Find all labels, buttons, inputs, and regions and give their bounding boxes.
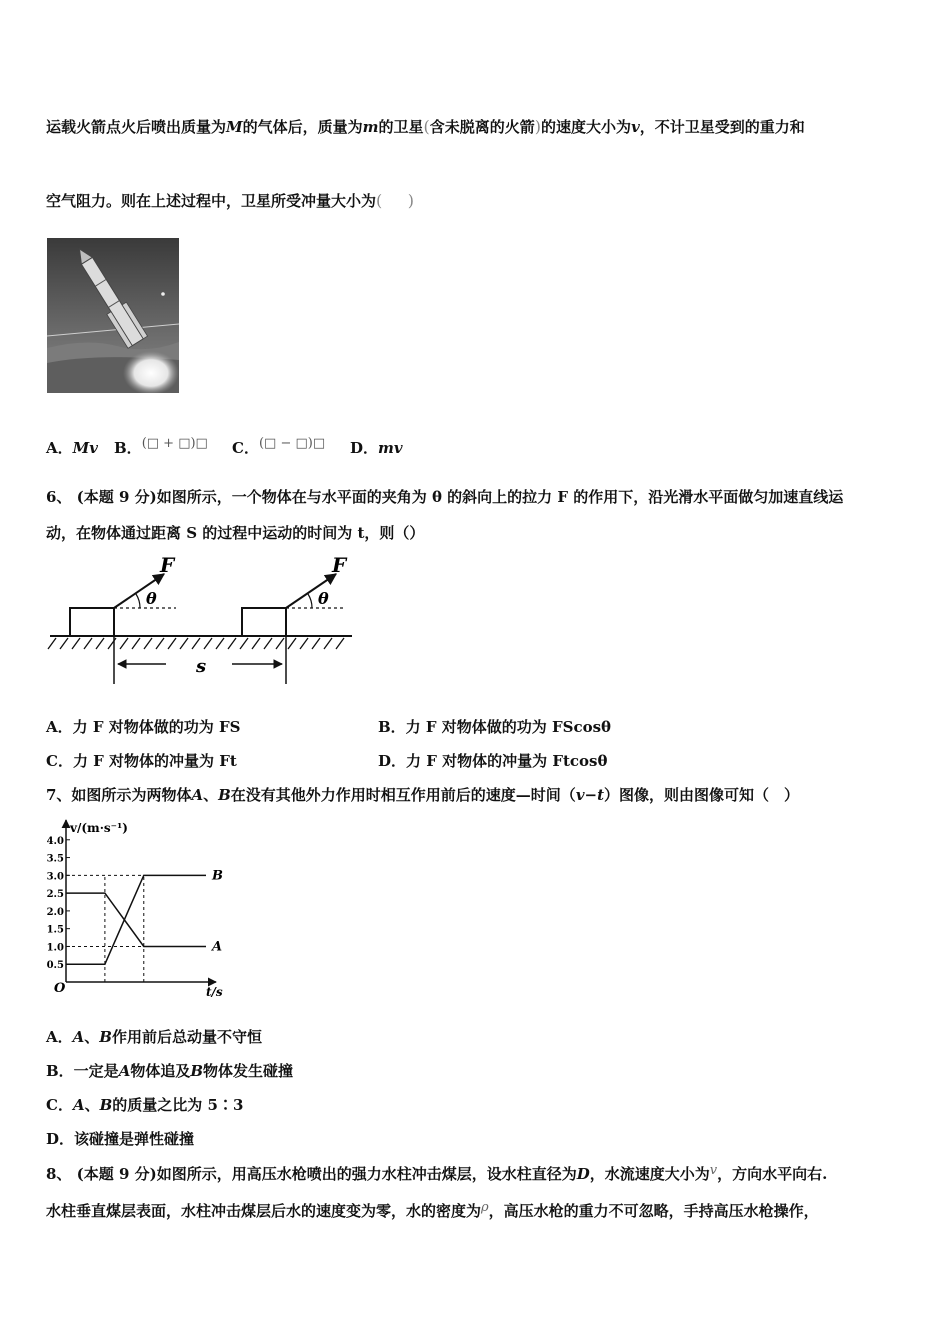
q5-option-d[interactable] xyxy=(350,437,403,458)
y-axis-label: v/(m·s⁻¹) xyxy=(70,821,128,835)
q5-text: ，不计卫星受到的重力和 xyxy=(639,118,805,136)
option-formula: (□ + □)□ xyxy=(141,436,208,451)
velocity-v: v xyxy=(631,118,640,136)
block-start xyxy=(70,608,114,636)
force-label: F xyxy=(160,553,175,577)
angle-label: θ xyxy=(146,589,157,608)
option-text: 的质量之比为 5∶3 xyxy=(112,1096,244,1114)
q7-text: 在没有其他外力作用时相互作用前后的速度—时间（ xyxy=(230,786,576,804)
paren-open: ( xyxy=(423,117,430,136)
option-label: A． xyxy=(46,439,73,457)
series-b-line xyxy=(66,875,206,964)
object-A: A xyxy=(118,1062,131,1080)
force-label: F xyxy=(332,553,347,577)
y-tick-label: 2.0 xyxy=(46,906,64,918)
distance-label: s xyxy=(196,656,207,677)
q8-text: 8、 (本题 9 分)如图所示，用高压水枪喷出的强力水柱冲击煤层，设水柱直径为 xyxy=(46,1165,577,1183)
q8-text: 水柱垂直煤层表面，水柱冲击煤层后水的速度变为零，水的密度为 xyxy=(46,1202,482,1220)
q5-text: 空气阻力。则在上述过程中，卫星所受冲量大小为 xyxy=(46,192,377,210)
series-a-line xyxy=(66,893,206,946)
object-B: B xyxy=(99,1096,113,1114)
q5-line-1 xyxy=(46,116,805,137)
q7-text: 7、如图所示为两物体 xyxy=(46,786,192,804)
ground-hatching xyxy=(48,638,344,649)
q6-line-1: 6、 (本题 9 分)如图所示，一个物体在与水平面的夹角为 θ 的斜向上的拉力 F 的作用下，沿光滑水平面做匀加速直线运 xyxy=(46,488,844,506)
rocket-launch-photo xyxy=(47,238,179,393)
object-B: B xyxy=(218,786,231,804)
y-tick-label: 3.0 xyxy=(46,871,64,883)
option-formula: (□ − □)□ xyxy=(258,436,326,451)
object-A: A xyxy=(72,1096,85,1114)
option-label: C． xyxy=(232,439,259,457)
q7-option-c[interactable] xyxy=(46,1094,243,1115)
y-tick-label: 3.5 xyxy=(46,853,64,865)
q6-option-c[interactable]: C．力 F 对物体的冲量为 Ft xyxy=(46,752,237,770)
object-A: A xyxy=(72,1028,85,1046)
option-label: D． xyxy=(350,439,379,457)
mass-M: M xyxy=(226,118,243,136)
q5-text: 的气体后，质量为 xyxy=(242,118,363,136)
paren-close: ) xyxy=(534,117,542,136)
density-rho: ρ xyxy=(481,1200,489,1215)
option-text: 物体追及 xyxy=(130,1062,191,1080)
q5-text: 的速度大小为 xyxy=(541,118,632,136)
object-B: B xyxy=(190,1062,204,1080)
q7-option-a[interactable] xyxy=(46,1026,262,1047)
option-label: B． xyxy=(114,439,142,457)
option-label: B．一定是 xyxy=(46,1062,119,1080)
q7-line-1 xyxy=(46,784,799,805)
y-tick-label: 2.5 xyxy=(46,889,64,901)
q5-text: 运载火箭点火后喷出质量为 xyxy=(46,118,227,136)
series-b-label: B xyxy=(212,868,223,884)
q6-option-d[interactable]: D．力 F 对物体的冲量为 Ftcosθ xyxy=(378,752,608,770)
option-value: mv xyxy=(378,439,403,457)
v-t-label: v−t xyxy=(575,786,605,804)
q8-text: ，方向水平向右. xyxy=(717,1165,828,1183)
q7-option-d[interactable]: D．该碰撞是弹性碰撞 xyxy=(46,1130,195,1148)
answer-paren-close: ) xyxy=(407,191,414,210)
angle-arc-end xyxy=(308,594,312,608)
y-tick-label: 0.5 xyxy=(46,960,64,972)
q8-text: ，高压水枪的重力不可忽略，手持高压水枪操作， xyxy=(488,1202,819,1220)
option-label: A． xyxy=(46,1028,73,1046)
object-A: A xyxy=(191,786,204,804)
q5-option-a[interactable] xyxy=(46,437,98,458)
x-axis-label: t/s xyxy=(206,985,223,999)
y-tick-label: 1.5 xyxy=(46,924,64,936)
block-end xyxy=(242,608,286,636)
option-text: 物体发生碰撞 xyxy=(203,1062,294,1080)
q5-option-c[interactable] xyxy=(232,437,325,458)
diameter-D: D xyxy=(576,1165,590,1183)
option-value: Mv xyxy=(72,439,98,457)
option-text: 、 xyxy=(84,1028,100,1046)
force-diagram xyxy=(46,550,358,690)
q5-text: 含未脱离的火箭 xyxy=(429,118,535,136)
y-tick-label: 1.0 xyxy=(46,942,64,954)
object-B: B xyxy=(99,1028,112,1046)
velocity-v: v xyxy=(709,1163,718,1178)
q6-option-b[interactable]: B．力 F 对物体做的功为 FScosθ xyxy=(378,718,612,736)
origin-label: O xyxy=(54,981,66,996)
velocity-time-chart xyxy=(46,812,236,1002)
q6-option-a[interactable]: A．力 F 对物体做的功为 FS xyxy=(46,718,241,736)
option-label: C． xyxy=(46,1096,73,1114)
answer-paren-open: ( xyxy=(376,191,383,210)
mass-m: m xyxy=(362,118,379,136)
q7-option-b[interactable] xyxy=(46,1060,293,1081)
series-a-label: A xyxy=(212,939,223,955)
y-tick-label: 4.0 xyxy=(46,835,64,847)
q8-line-2 xyxy=(46,1200,819,1221)
option-text: 、 xyxy=(84,1096,100,1114)
q8-text: ，水流速度大小为 xyxy=(589,1165,710,1183)
q7-text: 、 xyxy=(203,786,219,804)
angle-label: θ xyxy=(318,589,329,608)
q5-text: 的卫星 xyxy=(378,118,424,136)
q6-line-2: 动，在物体通过距离 S 的过程中运动的时间为 t，则（） xyxy=(46,524,425,542)
q8-line-1 xyxy=(46,1163,827,1184)
option-text: 作用前后总动量不守恒 xyxy=(111,1028,262,1046)
q5-option-b[interactable] xyxy=(114,437,208,458)
q7-text: ）图像，则由图像可知（ ） xyxy=(604,786,800,804)
angle-arc-start xyxy=(136,594,140,608)
q5-line-2 xyxy=(46,190,414,211)
